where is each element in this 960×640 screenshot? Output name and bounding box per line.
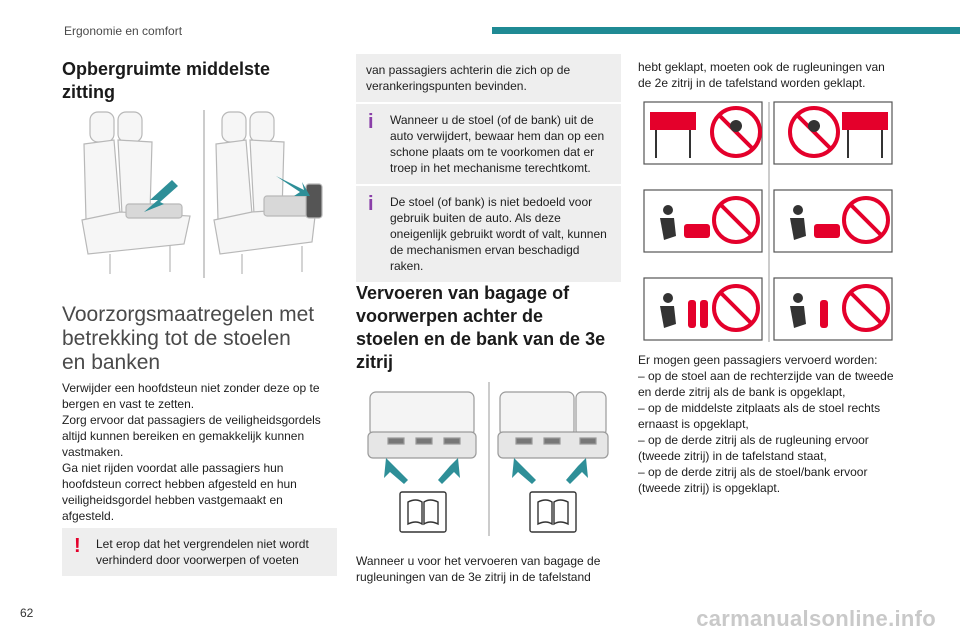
manual-book-icon [530,492,576,532]
passenger-icon [663,293,673,303]
paragraph-headrest: Verwijder een hoofdsteun niet zonder deze op te bergen en vast te zetten. [62,381,320,411]
list-item: – op de middelste zitplaats als de stoel rechts ernaast is opgeklapt, [638,401,881,431]
panel-folded-right [774,190,892,252]
paragraph-second-row-table: hebt geklapt, moeten ook de rugleuningen van de 2e zitrij in de tafelstand worden geklapt. [638,60,885,90]
paragraph-luggage: Wanneer u voor het vervoeren van bagage de rugleuningen van de 3e zitrij in de tafelstand [356,554,601,584]
section-title-precautions: Voorzorgsmaatregelen met betrekking tot de stoelen en banken [62,303,315,374]
bench-illustration-left [368,392,476,458]
panel-table-right [774,102,892,164]
arrow-up-left-icon [384,458,408,484]
section-title-luggage: Vervoeren van bagage of voorwerpen achter de stoelen en de bank van de 3e zitrij [356,283,606,372]
info-note-outside-use [356,186,621,282]
prohibition-list [638,352,900,496]
info-icon: i [368,111,374,133]
figure-middle-seat-storage [80,104,330,284]
info-note-storage [356,104,621,184]
arrow-up-right-icon [566,458,588,484]
passenger-icon [730,120,742,132]
passenger-icon [793,293,803,303]
warning-text-continued: van passagiers achterin die zich op de verankeringspunten bevinden. [366,63,571,93]
bench-illustration-right [498,392,608,458]
paragraph-before-driving: Ga niet rijden voordat alle passagiers hun hoofdsteun correct hebben afgesteld en hun veiligheidsgordel hebben vastgemaakt en afgesteld. [62,461,297,523]
info-text-outside-use: De stoel (of bank) is niet bedoeld voor gebruik buiten de auto. Als deze oneigenlijk gebruikt wordt of valt, kunnen de mechanismen ervan beschadigd raken. [390,195,607,273]
passenger-icon [808,120,820,132]
arrow-up-left-icon [512,458,536,484]
passenger-icon [663,205,673,215]
paragraph-seatbelts: Zorg ervoor dat passagiers de veiligheidsgordels altijd kunnen bereiken en gemakkelijk kunnen vastmaken. [62,413,321,459]
list-item: – op de stoel aan de rechterzijde van de tweede en derde zitrij als de bank is opgeklapt, [638,369,894,399]
list-item: – op de derde zitrij als de rugleuning ervoor (tweede zitrij) in de tafelstand staat, [638,433,869,463]
warning-note-continued [356,54,621,102]
running-header: Ergonomie en comfort [64,24,183,38]
precautions-body [62,380,337,524]
section-title-storage: Opbergruimte middelste zitting [62,59,271,102]
warning-note [62,528,337,576]
panel-upright-left [644,278,762,340]
list-intro: Er mogen geen passagiers vervoerd worden: [638,353,878,367]
warning-icon: ! [74,535,81,557]
seat-illustration-left [82,112,190,274]
passenger-icon [793,205,803,215]
header-accent-bar [492,27,960,34]
page-number: 62 [20,606,34,620]
arrow-up-right-icon [438,458,460,484]
info-text-storage: Wanneer u de stoel (of de bank) uit de auto verwijdert, bewaar hem dan op een schone plaats om te voorkomen dat er troep in het mechanisme terechtkomt. [390,113,605,175]
manual-book-icon [400,492,446,532]
figure-passenger-prohibitions [642,100,896,344]
panel-folded-left [644,190,762,252]
panel-upright-right [774,278,892,340]
info-icon: i [368,193,374,215]
warning-text: Let erop dat het vergrendelen niet wordt verhinderd door voorwerpen of voeten [96,537,309,567]
panel-table-left [644,102,762,164]
list-item: – op de derde zitrij als de stoel/bank ervoor (tweede zitrij) is opgeklapt. [638,465,868,495]
watermark: carmanualsonline.info [696,606,936,631]
figure-third-row-table [364,380,614,538]
